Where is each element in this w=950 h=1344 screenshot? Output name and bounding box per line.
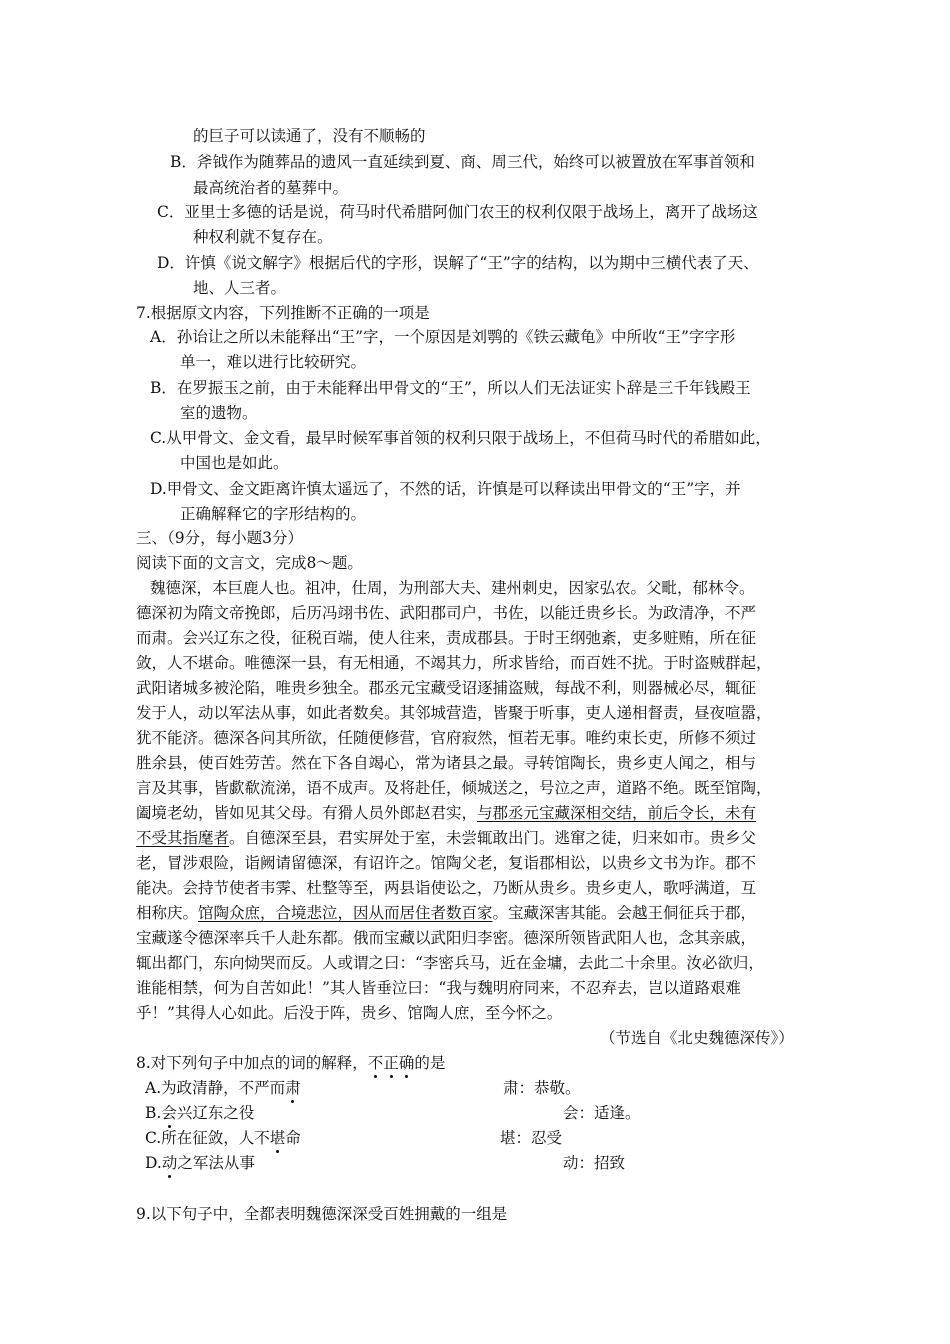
q9-stem: 9.以下句子中，全都表明魏德深深受百姓拥戴的一组是 [136,1205,508,1223]
passage-line: 胜余县，使百姓劳苦。然在下各自竭心，常为诸县之最。寻转馆陶长，贵乡吏人闻之，相与 [136,754,757,772]
dotted-char: 正 [383,1054,399,1072]
q8-option-d-explanation: 动：招致 [563,1154,626,1172]
q8-option-b [145,1103,254,1123]
q7-option-a-line2: 单一，难以进行比较研究。 [180,353,367,371]
q7-option-b-line1: B．在罗振玉之前，由于未能释出甲骨文的“王”，所以人们无法证实卜辞是三千年钱殿王 [150,379,751,397]
q8-stem-text: 8.对下列句子中加点的词的解释， [136,1054,368,1072]
dotted-char: 肃 [285,1079,301,1097]
q7-option-c-line1: C.从甲骨文、金文看，最早时候军事首领的权利只限于战场上，不但荷马时代的希腊如此， [150,429,771,447]
q7-option-d-line2: 正确解释它的字形结构的。 [180,505,367,523]
q7-option-c-line2: 中国也是如此。 [180,454,289,472]
q8-option-a [145,1078,301,1098]
passage-text: 。自德深至县，君实屏处于室，未尝辄敢出门。逃窜之徒，归来如市。贵乡父 [229,829,757,847]
passage-line: 言及其事，皆歔欷流涕，语不成声。及将赴任，倾城送之，号泣之声，道路不绝。既至馆陶， [136,779,772,797]
q6-option-a-tail: 的巨子可以读通了，没有不顺畅的 [193,127,426,145]
underlined-sentence: 与郡丞元宝藏深相交结，前后令长，未有 [477,804,757,822]
q7-option-d-line1: D.甲骨文、金文距离许慎太遥远了，不然的话，许慎是可以释读出甲骨文的“王”字，并 [150,480,741,498]
underlined-sentence: 不受其指麾者 [136,829,230,847]
passage-line: 乎！”其得人心如此。后没于阵，贵乡、馆陶人庶，至今怀之。 [136,1004,563,1022]
passage-line [136,803,756,823]
passage-line: 而肃。会兴辽东之役，征税百端，使人往来，责成郡县。于时王纲弛紊，吏多赃贿，所在征 [136,629,757,647]
option-text: B. [145,1104,162,1122]
dotted-char: 不 [367,1054,384,1072]
q8-option-a-explanation: 肃：恭敬。 [503,1079,581,1097]
passage-text: 。宝藏深害其能。会越王侗征兵于郡， [492,904,757,922]
q6-option-b-line2: 最高统治者的墓葬中。 [193,179,349,197]
passage-line: 魏德深，本巨鹿人也。祖冲，仕周，为刑部大夫、建州刺史，因家弘农。父毗，郁林令。 [150,579,755,597]
passage-line: 能决。会持节使者韦霁、杜整等至，两县诣使讼之，乃断从贵乡。贵乡吏人，歌呼满道，互 [136,879,757,897]
q8-option-b-explanation: 会：适逢。 [563,1104,641,1122]
option-text: A.为政清静，不严而 [145,1079,286,1097]
section-instruction: 阅读下面的文言文，完成8～题。 [136,554,363,572]
passage-source: （节选自《北史魏德深传》） [600,1029,794,1047]
section-heading: 三、（9分，每小题3分） [136,529,303,547]
option-text: D. [145,1154,162,1172]
dotted-char: 堪 [269,1129,286,1147]
dotted-char: 动 [161,1154,178,1172]
passage-line: 武阳诸城多被沦陷，唯贵乡独全。郡丞元宝藏受诏逐捕盗贼，每战不利，则器械必尽，辄征 [136,679,757,697]
passage-text: 相称庆。 [136,904,199,922]
q6-option-d-line2: 地、人三者。 [193,279,287,297]
option-text: C.所在征敛，人不 [145,1129,270,1147]
q8-option-c [145,1128,301,1148]
passage-line: 德深初为隋文帝挽郎，后历冯翊书佐、武阳郡司户，书佐，以能迁贵乡长。为政清净，不严 [136,604,757,622]
passage-line: 老，冒涉艰险，诣阙请留德深，有诏许之。馆陶父老，复诣郡相讼，以贵乡文书为诈。郡不 [136,854,757,872]
passage-text: 阖境老幼，皆如见其父母。有猾人员外郎赵君实， [136,804,478,822]
q7-option-b-line2: 室的遗物。 [180,404,258,422]
q8-option-c-explanation: 堪：忍受 [500,1129,563,1147]
passage-line [136,828,756,848]
q8-option-d [145,1153,255,1173]
passage-line: 犹不能济。德深各问其所欲，任随便修营，官府寂然，恒若无事。唯约束长吏，所修不须过 [136,729,757,747]
option-text: 之军法从事 [177,1154,255,1172]
passage-line: 宝藏遂令德深率兵千人赴东都。俄而宝藏以武阳归李密。德深所领皆武阳人也，念其亲戚， [136,929,757,947]
q6-option-d-line1: D．许慎《说文解字》根据后代的字形，误解了“王”字的结构，以为期中三横代表了天、 [157,254,759,272]
passage-line [136,903,756,923]
passage-line: 发于人，动以军法从事，如此者数矣。其邻城营造，皆聚于听事，吏人递相督责，昼夜喧嚣， [136,704,772,722]
passage-line: 敛，人不堪命。唯德深一县，有无相通，不竭其力，所求皆给，而百姓不扰。于时盗贼群起， [136,654,772,672]
underlined-sentence: 馆陶众庶，合境悲泣，因从而居住者数百家 [198,904,493,922]
passage-line: 谁能相禁，何为自苦如此！”其人皆垂泣曰：“我与魏明府同来，不忍弃去，岂以道路艰难 [136,979,741,997]
dotted-char: 确 [398,1054,415,1072]
q7-stem: 7.根据原文内容，下列推断不正确的一项是 [136,304,430,322]
q7-option-a-line1: A．孙诒让之所以未能释出“王”字，一个原因是刘鹗的《铁云藏龟》中所收“王”字字形 [150,328,736,346]
q8-stem [136,1053,445,1073]
q6-option-c-line2: 种权利就不复存在。 [193,228,333,246]
q6-option-c-line1: C．亚里士多德的话是说，荷马时代希腊阿伽门农王的权利仅限于战场上，离开了战场这 [157,203,758,221]
dotted-char: 会 [161,1104,177,1122]
q6-option-b-line1: B．斧钺作为随葬品的遗风一直延续到夏、商、周三代，始终可以被置放在军事首领和 [170,153,755,171]
option-text: 命 [285,1129,301,1147]
passage-line: 辄出都门，东向恸哭而反。人或谓之曰：“李密兵马，近在金墉，去此二十余里。汝必欲归， [136,954,764,972]
option-text: 兴辽东之役 [176,1104,255,1122]
q8-stem-text: 的是 [414,1054,446,1072]
